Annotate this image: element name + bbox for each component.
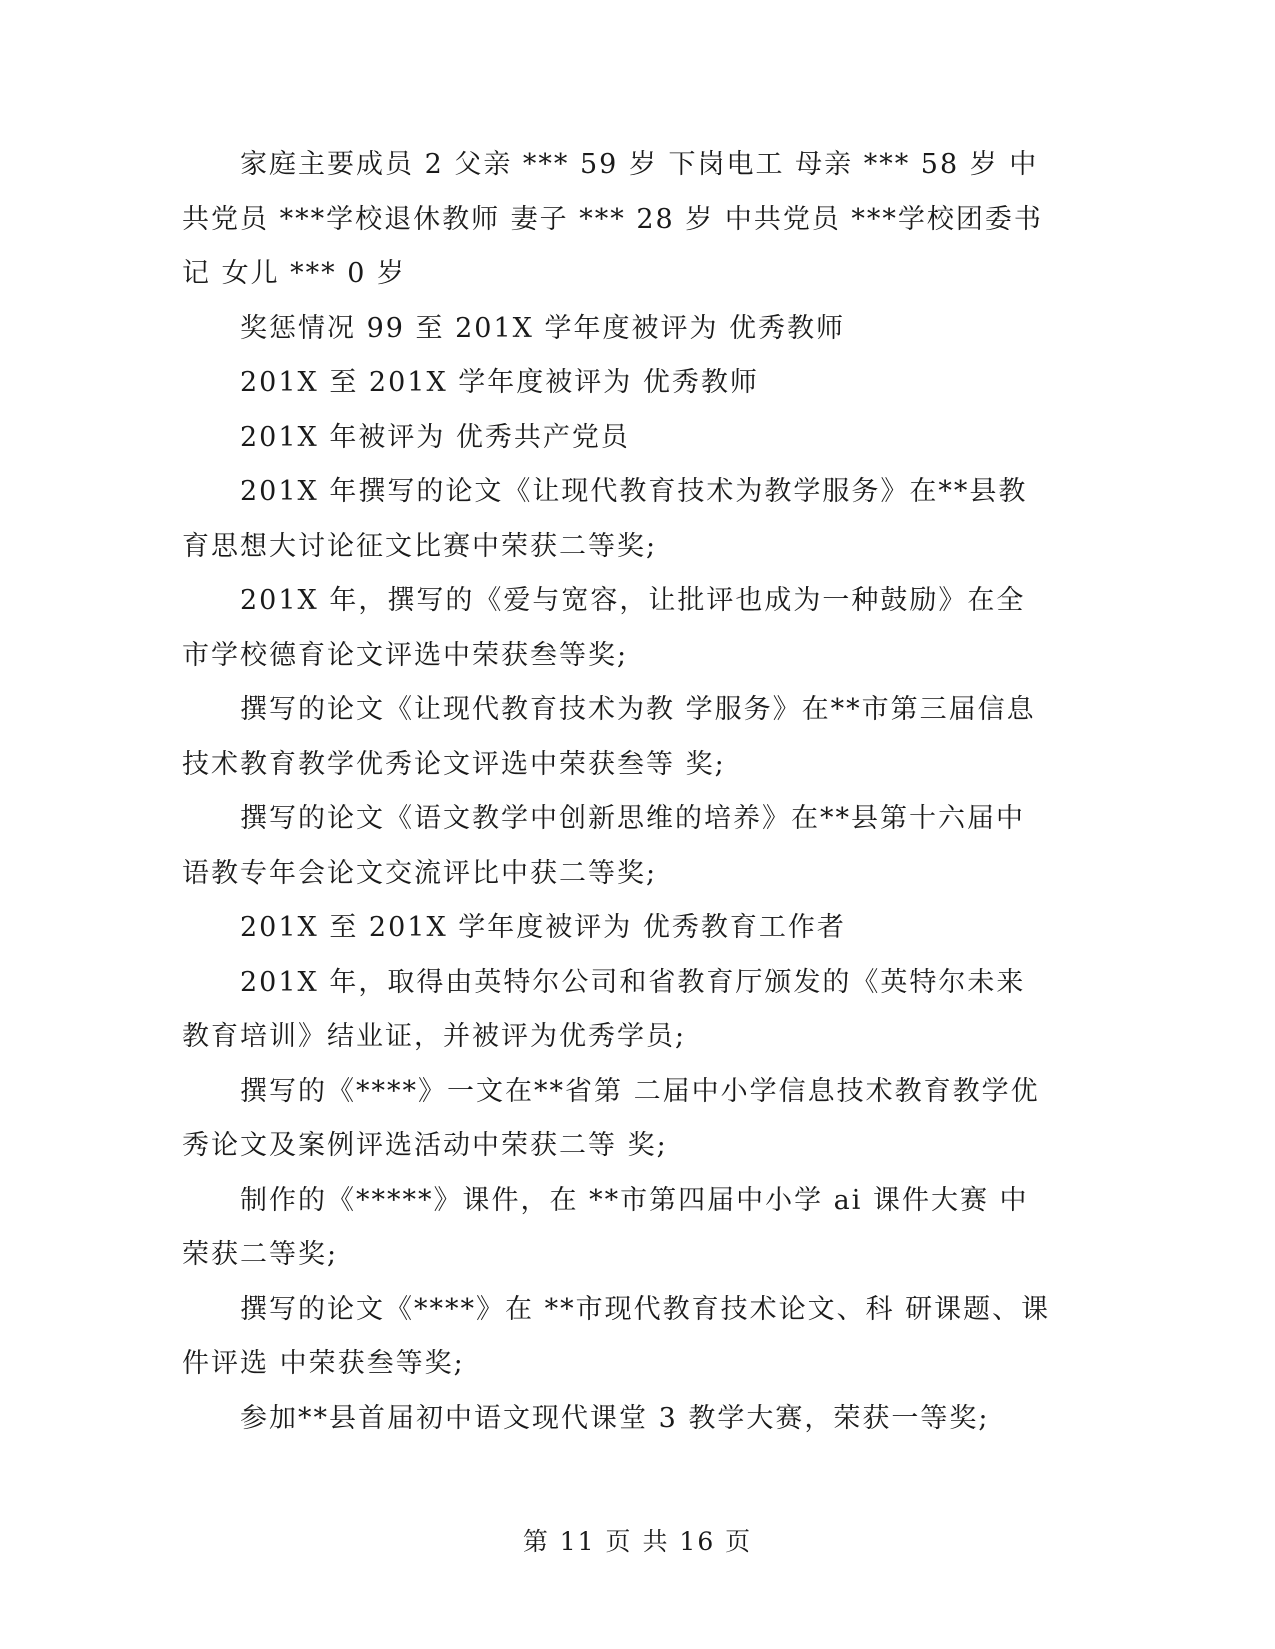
paragraph-award-4: 201X 年撰写的论文《让现代教育技术为教学服务》在**县教育思想大讨论征文比赛中荣获二等奖; (182, 476, 1028, 562)
paragraph-award-8: 201X 至 201X 学年度被评为 优秀教育工作者 (240, 912, 846, 943)
paragraph-award-10: 撰写的《****》一文在**省第 二届中小学信息技术教育教学优秀论文及案例评选活动中荣获二等 奖; (182, 1075, 1040, 1161)
document-body (182, 138, 1052, 1446)
paragraph-award-7: 撰写的论文《语文教学中创新思维的培养》在**县第十六届中语教专年会论文交流评比中获二等奖; (182, 803, 1025, 889)
page-number-footer: 第 11 页 共 16 页 (522, 1527, 753, 1556)
paragraph-award-12: 撰写的论文《****》在 **市现代教育技术论文、科 研课题、课件评选 中荣获叁等奖; (182, 1293, 1051, 1379)
paragraph-award-2: 201X 至 201X 学年度被评为 优秀教师 (240, 367, 759, 398)
paragraph-award-6: 撰写的论文《让现代教育技术为教 学服务》在**市第三届信息技术教育教学优秀论文评选中荣获叁等 奖; (182, 694, 1036, 780)
paragraph-award-1: 奖惩情况 99 至 201X 学年度被评为 优秀教师 (240, 312, 846, 344)
paragraph-award-11: 制作的《*****》课件，在 **市第四届中小学 ai 课件大赛 中荣获二等奖; (182, 1184, 1029, 1270)
paragraph-family-members: 家庭主要成员 2 父亲 *** 59 岁 下岗电工 母亲 *** 58 岁 中共党员 ***学校退休教师 妻子 *** 28 岁 中共党员 ***学校团委书记 女儿 *** 0 岁 (182, 149, 1043, 289)
paragraph-award-5: 201X 年，撰写的《爱与宽容，让批评也成为一种鼓励》在全市学校德育论文评选中荣获叁等奖; (182, 585, 1026, 671)
paragraph-award-9: 201X 年，取得由英特尔公司和省教育厅颁发的《英特尔未来教育培训》结业证，并被评为优秀学员; (182, 966, 1026, 1052)
paragraph-award-13: 参加**县首届初中语文现代课堂 3 教学大赛，荣获一等奖; (240, 1402, 990, 1434)
paragraph-award-3: 201X 年被评为 优秀共产党员 (240, 421, 630, 453)
